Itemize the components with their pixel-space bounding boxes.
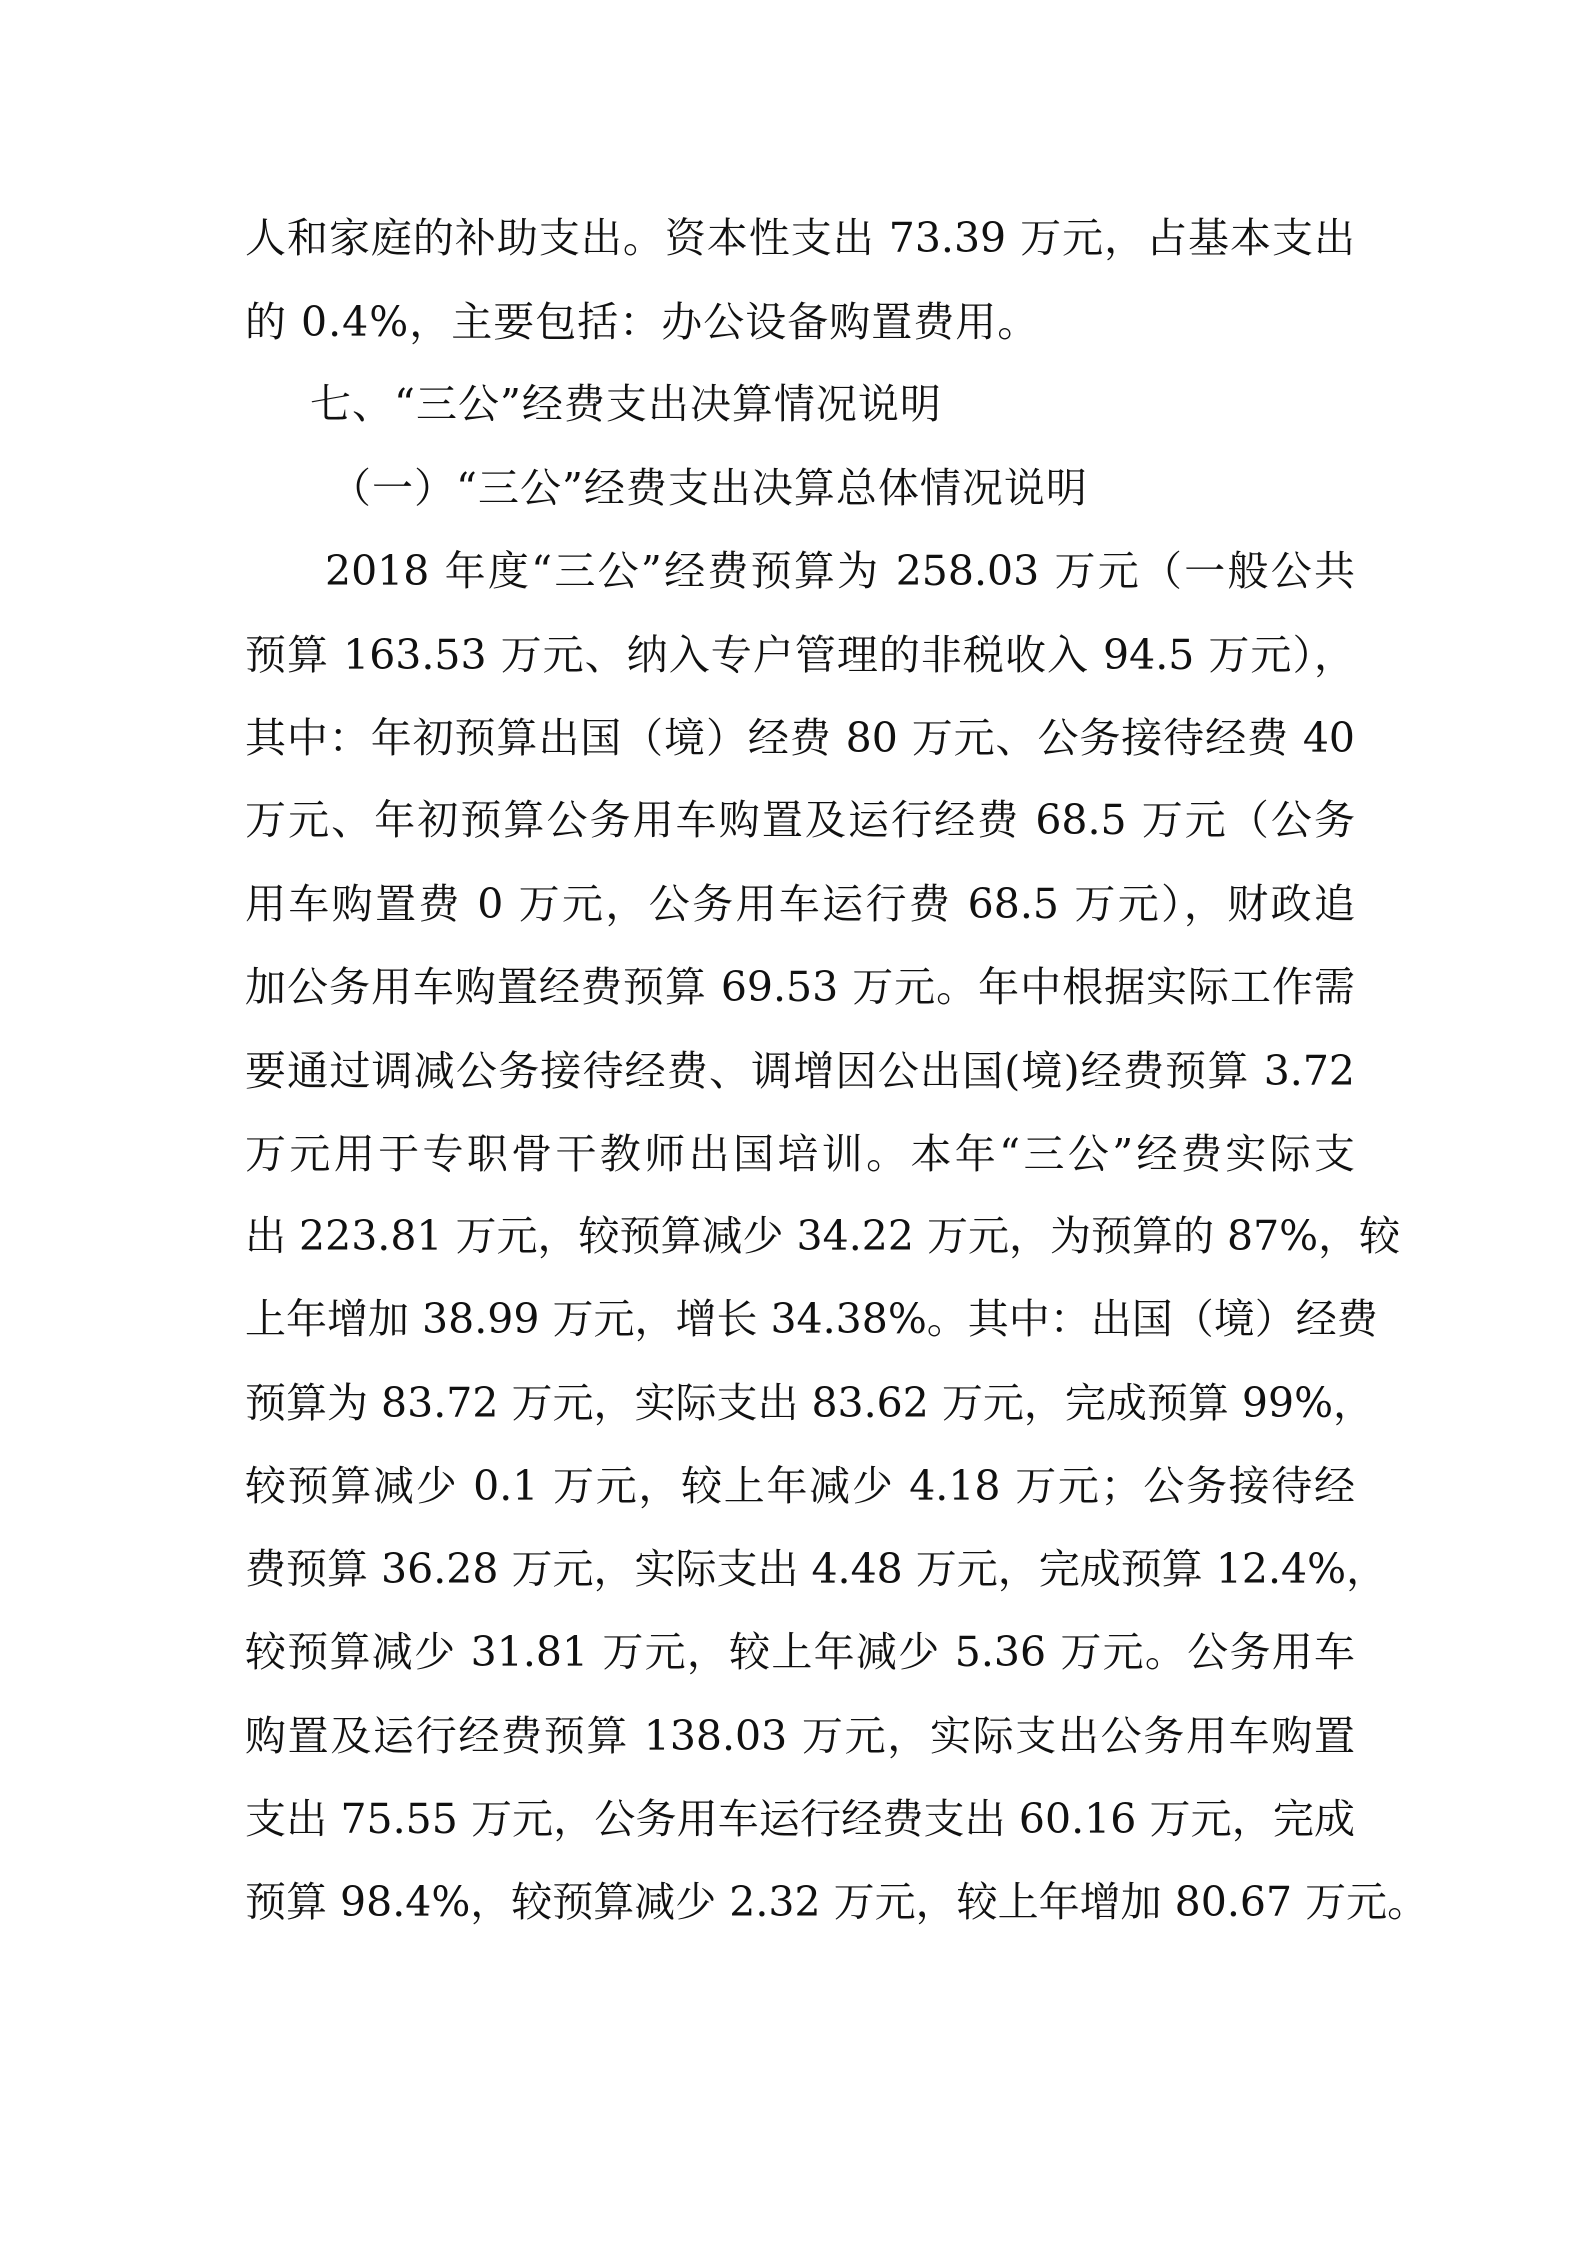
text-line: 较预算减少 0.1 万元，较上年减少 4.18 万元；公务接待经	[245, 1462, 1355, 1510]
text-line: 人和家庭的补助支出。资本性支出 73.39 万元，占基本支出	[245, 214, 1355, 262]
text-line: 要通过调减公务接待经费、调增因公出国(境)经费预算 3.72	[245, 1047, 1355, 1095]
text-line: 费预算 36.28 万元，实际支出 4.48 万元，完成预算 12.4%，	[245, 1545, 1388, 1593]
text-line: 其中：年初预算出国（境）经费 80 万元、公务接待经费 40	[245, 714, 1355, 762]
text-line: 万元用于专职骨干教师出国培训。本年“三公”经费实际支	[245, 1130, 1355, 1178]
text-line: 用车购置费 0 万元，公务用车运行费 68.5 万元），财政追	[245, 880, 1355, 928]
text-line: 加公务用车购置经费预算 69.53 万元。年中根据实际工作需	[245, 963, 1355, 1011]
text-line: 较预算减少 31.81 万元，较上年减少 5.36 万元。公务用车	[245, 1628, 1355, 1676]
subsection-heading: （一）“三公”经费支出决算总体情况说明	[330, 464, 1088, 512]
text-line: 预算 163.53 万元、纳入专户管理的非税收入 94.5 万元），	[245, 631, 1355, 679]
text-line: 万元、年初预算公务用车购置及运行经费 68.5 万元（公务	[245, 796, 1355, 844]
text-line: 预算 98.4%，较预算减少 2.32 万元，较上年增加 80.67 万元。	[245, 1878, 1429, 1926]
text-line: 预算为 83.72 万元，实际支出 83.62 万元，完成预算 99%，	[245, 1379, 1375, 1427]
text-line: 的 0.4%，主要包括：办公设备购置费用。	[245, 298, 1040, 346]
text-line: 购置及运行经费预算 138.03 万元，实际支出公务用车购置	[245, 1712, 1355, 1760]
text-line: 支出 75.55 万元，公务用车运行经费支出 60.16 万元，完成	[245, 1795, 1355, 1843]
paragraph-first-line: 2018 年度“三公”经费预算为 258.03 万元（一般公共	[325, 547, 1355, 595]
text-line: 出 223.81 万元，较预算减少 34.22 万元，为预算的 87%，较	[245, 1212, 1401, 1260]
section-heading: 七、“三公”经费支出决算情况说明	[310, 380, 942, 428]
text-line: 上年增加 38.99 万元，增长 34.38%。其中：出国（境）经费	[245, 1295, 1378, 1343]
